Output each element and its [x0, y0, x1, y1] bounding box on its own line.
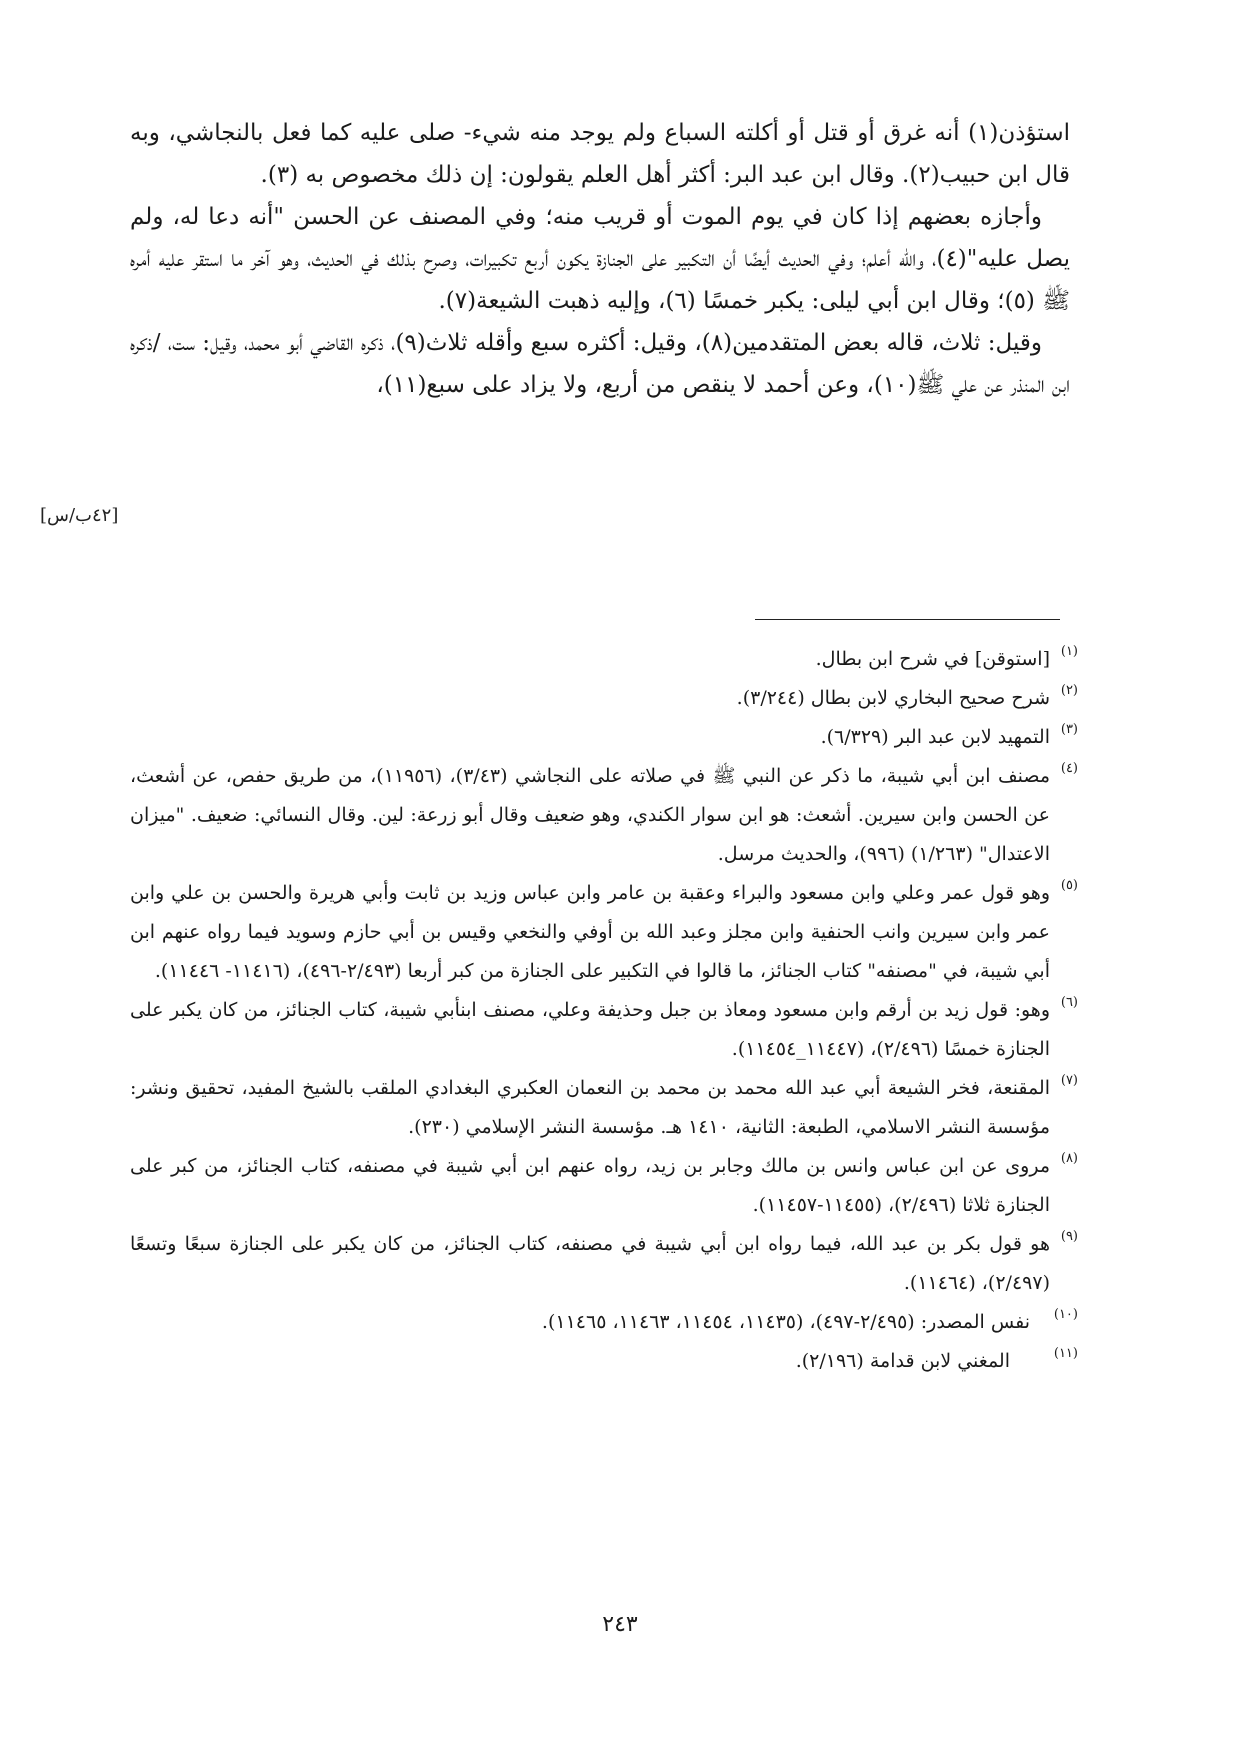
- footnote-5: [130, 874, 1078, 991]
- footnote-text: وهو قول عمر وعلي وابن مسعود والبراء وعقبة بن عامر وابن عباس وزيد بن ثابت وأبي هريرة والحسن بن علي وابن عمر وابن سيرين وانب الحنفية وابن مجلز وعبد الله بن أوفي والنخعي وقيس بن أبي حازم وسويد فيما رواه عنهم ابن أبي شيبة، في "مصنفه" كتاب الجنائز، ما قالوا في التكبير على الجنازة من كبر أربعا (٢/٤٩٣-٤٩٦)، (١١٤١٦- ١١٤٤٦).: [130, 882, 1050, 982]
- footnote-text: مروى عن ابن عباس وانس بن مالك وجابر بن زيد، رواه عنهم ابن أبي شيبة في مصنفه، كتاب الجنائز، من كبر على الجنازة ثلاثا (٢/٤٩٦)، (١١٤٥٥-١١٤٥٧).: [130, 1155, 1050, 1216]
- paragraph-3: وقيل: ثلاث، قاله بعض المتقدمين(٨)، وقيل: أكثره سبع وأقله ثلاث(٩)، ذكره القاضي أبو محمد، وقيل: ست، /ذكره ابن المنذر عن علي ﷺ(١٠)، وعن أحمد لا ينقص من أربع، ولا يزاد على سبع(١١)،: [130, 330, 1070, 398]
- footnote-text: المغني لابن قدامة (٢/١٩٦).: [795, 1350, 1010, 1372]
- footnotes: [130, 640, 1078, 1381]
- footnote-6: [130, 991, 1078, 1069]
- footnote-text: هو قول بكر بن عبد الله، فيما رواه ابن أبي شيبة في مصنفه، كتاب الجنائز، من كان يكبر على الجنازة سبعًا وتسعًا (٢/٤٩٧)، (١١٤٦٤).: [130, 1233, 1050, 1294]
- footnote-number: (١): [1060, 644, 1078, 659]
- footnote-text: شرح صحيح البخاري لابن بطال (٣/٢٤٤).: [736, 687, 1050, 709]
- paragraph-1: استؤذن(١) أنه غرق أو قتل أو أكلته السباع ولم يوجد منه شيء- صلى عليه كما فعل بالنجاشي، وبه قال ابن حبيب(٢). وقال ابن عبد البر: أكثر أهل العلم يقولون: إن ذلك مخصوص به (٣).: [130, 120, 1070, 188]
- footnote-7: [130, 1069, 1078, 1147]
- footnote-number: (٢): [1060, 683, 1078, 698]
- footnote-8: [130, 1147, 1078, 1225]
- paragraph-2: وأجازه بعضهم إذا كان في يوم الموت أو قريب منه؛ وفي المصنف عن الحسن "أنه دعا له، ولم يصل عليه"(٤)، والله أعلم؛ وفي الحديث أيضًا أن التكبير على الجنازة يكون أربع تكبيرات، وصرح بذلك في الحديث، وهو آخر ما استقر عليه أمره ﷺ (٥)؛ وقال ابن أبي ليلى: يكبر خمسًا (٦)، وإليه ذهبت الشيعة(٧).: [130, 204, 1070, 314]
- footnote-text: المقنعة، فخر الشيعة أبي عبد الله محمد بن محمد بن النعمان العكبري البغدادي الملقب بالشيخ المفيد، تحقيق ونشر: مؤسسة النشر الاسلامي، الطبعة: الثانية، ١٤١٠ هـ. مؤسسة النشر الإسلامي (٢٣٠).: [130, 1077, 1050, 1138]
- footnote-11: [130, 1342, 1078, 1381]
- footnote-number: (١١): [1053, 1346, 1078, 1361]
- footnote-4: [130, 757, 1078, 874]
- footnote-9: [130, 1225, 1078, 1303]
- footnote-number: (٧): [1060, 1073, 1078, 1088]
- footnote-1: [130, 640, 1078, 679]
- footnote-number: (٩): [1060, 1229, 1078, 1244]
- manuscript-folio-marker: [٤٢ب/س]: [40, 505, 119, 526]
- main-text: [130, 112, 1070, 406]
- footnote-text: التمهيد لابن عبد البر (٦/٣٢٩).: [820, 726, 1050, 748]
- footnote-text: مصنف ابن أبي شيبة، ما ذكر عن النبي ﷺ في صلاته على النجاشي (٣/٤٣)، (١١٩٥٦)، من طريق حفص، عن أشعث، عن الحسن وابن سيرين. أشعث: هو ابن سوار الكندي، وهو ضعيف وقال أبو زرعة: لين. وقال النسائي: ضعيف. "ميزان الاعتدال" (١/٢٦٣) (٩٩٦)، والحديث مرسل.: [130, 765, 1051, 865]
- page-number: ٢٤٣: [602, 1612, 638, 1637]
- footnote-number: (٥): [1060, 878, 1078, 893]
- footnote-number: (٨): [1060, 1151, 1078, 1166]
- footnote-text: نفس المصدر: (٢/٤٩٥-٤٩٧)، (١١٤٣٥، ١١٤٥٤، ١١٤٦٣، ١١٤٦٥).: [541, 1311, 1030, 1333]
- footnote-text: [استوقن] في شرح ابن بطال.: [815, 648, 1050, 670]
- footnote-10: [130, 1303, 1078, 1342]
- footnote-separator: [755, 619, 1060, 620]
- footnote-number: (٦): [1060, 995, 1078, 1010]
- footnote-number: (٣): [1060, 722, 1078, 737]
- footnote-3: [130, 718, 1078, 757]
- footnote-2: [130, 679, 1078, 718]
- footnote-number: (١٠): [1053, 1307, 1078, 1322]
- footnote-number: (٤): [1060, 761, 1078, 776]
- footnote-text: وهو: قول زيد بن أرقم وابن مسعود ومعاذ بن جبل وحذيفة وعلي، مصنف ابنأبي شيبة، كتاب الجنائز، من كان يكبر على الجنازة خمسًا (٢/٤٩٦)، (١١٤٤٧_١١٤٥٤).: [130, 999, 1050, 1060]
